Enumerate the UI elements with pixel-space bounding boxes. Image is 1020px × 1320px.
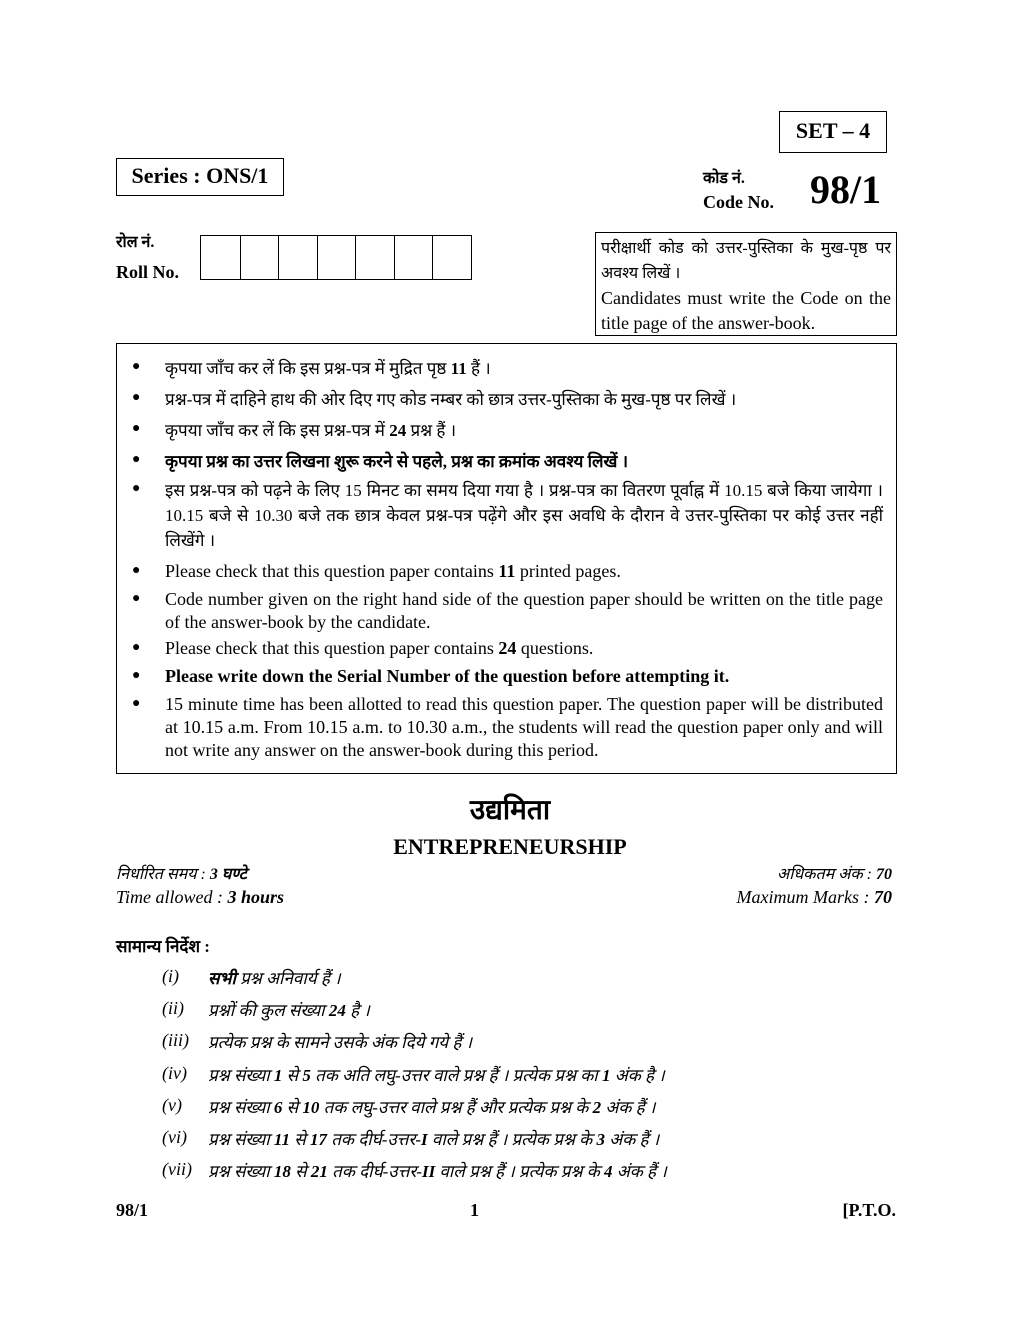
time-hi — [116, 862, 247, 884]
instruction-text: 4 — [604, 1162, 613, 1182]
item-number: (ii) — [162, 998, 184, 1019]
instruction-text: वाले प्रश्न हैं । प्रत्येक प्रश्न के — [427, 1130, 597, 1149]
instruction-text: से — [282, 1065, 303, 1085]
instruction-text: 2 — [592, 1097, 602, 1117]
roll-number-boxes[interactable] — [200, 235, 472, 280]
instruction-text: Code number given on the right hand side of the question paper should be written on the title page of the answer-book by the candidate. — [165, 589, 883, 632]
instruction-text: अंक है । — [610, 1065, 665, 1085]
instruction-text: 11 — [273, 1130, 290, 1149]
bullet-icon: ● — [132, 696, 141, 711]
instruction-text: 11 — [498, 561, 516, 581]
code-label-en: Code No. — [703, 192, 774, 212]
marks-label-en: Maximum Marks : — [736, 887, 874, 907]
item-number: (vii) — [162, 1159, 192, 1180]
instruction-text: 17 — [309, 1130, 327, 1149]
general-instruction — [208, 1159, 667, 1182]
instruction-text: वाले प्रश्न हैं । प्रत्येक प्रश्न के — [435, 1162, 605, 1182]
roll-number-cell[interactable] — [240, 236, 279, 279]
instruction-text: अंक हैं । — [612, 1162, 667, 1182]
marks-value-hi: 70 — [876, 866, 892, 883]
footer-code: 98/1 — [116, 1200, 149, 1220]
roll-number-cell[interactable] — [355, 236, 394, 279]
instruction-text: प्रश्न संख्या — [208, 1130, 274, 1149]
instruction-text: 24 — [498, 638, 517, 658]
instruction-text: से — [290, 1162, 311, 1182]
instruction-en — [165, 665, 883, 688]
page-number: 1 — [470, 1200, 479, 1220]
instruction-text: कृपया जाँच कर लें कि इस प्रश्न-पत्र में मुद्रित पृष्ठ — [165, 359, 451, 378]
pto-label: [P.T.O. — [842, 1200, 896, 1220]
instruction-hi — [165, 449, 883, 474]
instruction-text: 24 — [328, 1001, 346, 1021]
instruction-text: प्रश्न-पत्र में दाहिने हाथ की ओर दिए गए कोड नम्बर को छात्र उत्तर-पुस्तिका के मुख-पृष्ठ पर लिखें । — [165, 390, 737, 409]
instruction-text: 6 — [273, 1097, 283, 1117]
code-note-box — [595, 232, 897, 336]
series-label: Series : ONS/1 — [116, 158, 284, 196]
bullet-icon: ● — [132, 563, 141, 578]
instruction-en — [165, 637, 883, 660]
instruction-text: इस प्रश्न-पत्र को पढ़ने के लिए 15 मिनट का समय दिया गया है । प्रश्न-पत्र का वितरण पूर्वाह्न में 10.15 बजे किया जायेगा । 10.15 बजे से 10.30 बजे तक छात्र केवल प्रश्न-पत्र पढ़ेंगे और इस अवधि के दौरान वे उत्तर-पुस्तिका पर कोई उत्तर नहीं लिखेंगे । — [165, 481, 883, 550]
code-number: 98/1 — [810, 167, 882, 212]
marks-hi — [777, 862, 892, 884]
instruction-text: प्रश्नों की कुल संख्या — [208, 1001, 329, 1021]
instruction-text: Please check that this question paper contains — [165, 638, 499, 658]
instruction-hi — [165, 418, 883, 443]
bullet-icon: ● — [132, 591, 141, 606]
instruction-text: तक दीर्घ-उत्तर- — [327, 1162, 422, 1182]
bullet-icon: ● — [132, 481, 141, 496]
bullet-icon: ● — [132, 390, 141, 405]
instruction-text: प्रश्न संख्या — [208, 1097, 274, 1117]
subject-title-en: ENTREPRENEURSHIP — [393, 834, 627, 859]
instruction-text: हैं । — [466, 359, 491, 378]
instruction-text: 11 — [450, 359, 467, 378]
marks-en — [737, 887, 892, 908]
instruction-text: I — [421, 1130, 428, 1149]
instruction-text: 24 — [389, 421, 407, 440]
bullet-icon: ● — [132, 668, 141, 683]
bullet-icon: ● — [132, 421, 141, 436]
instruction-text: 18 — [273, 1162, 291, 1182]
item-number: (i) — [162, 966, 179, 986]
instruction-hi — [165, 478, 883, 553]
general-instruction — [208, 1127, 659, 1150]
instruction-text: 3 — [596, 1130, 605, 1149]
instruction-text: 21 — [310, 1162, 328, 1182]
time-label-en: Time allowed : — [116, 887, 228, 907]
instruction-text: printed pages. — [515, 561, 621, 581]
instruction-text: से — [282, 1097, 303, 1117]
subject-title-hi: उद्यमिता — [469, 795, 551, 826]
instruction-text: questions. — [516, 638, 594, 658]
instruction-text: तक लघु-उत्तर वाले प्रश्न हैं और प्रत्येक प्रश्न के — [319, 1097, 593, 1117]
instruction-text: कृपया जाँच कर लें कि इस प्रश्न-पत्र में — [165, 421, 390, 440]
general-instructions-heading: सामान्य निर्देश : — [116, 937, 210, 956]
bullet-icon: ● — [132, 640, 141, 655]
instruction-text: अंक हैं । — [601, 1097, 656, 1117]
instruction-text: II — [421, 1162, 436, 1182]
instruction-text: अंक हैं । — [604, 1130, 660, 1149]
code-label-hi: कोड नं. — [703, 170, 745, 187]
instruction-text: 5 — [302, 1065, 311, 1085]
instruction-text: 10 — [302, 1097, 320, 1117]
general-instruction — [208, 1095, 655, 1118]
instruction-hi — [165, 356, 883, 381]
item-number: (iv) — [162, 1062, 187, 1083]
general-instruction — [208, 966, 341, 989]
instruction-en — [165, 693, 883, 762]
bullet-icon: ● — [132, 359, 141, 374]
instruction-text: 15 minute time has been allotted to read this question paper. The question paper will be distributed at 10.15 a.m. From 10.15 a.m. to 10.30 a.m., the students will read the question paper only and will not write any answer on the answer-book during this period. — [165, 694, 883, 760]
general-instruction — [208, 1063, 665, 1086]
instruction-text: से — [289, 1130, 310, 1149]
instruction-text: प्रश्न हैं । — [406, 421, 457, 440]
instruction-text: 1 — [273, 1065, 283, 1085]
marks-value-en: 70 — [874, 887, 892, 907]
roll-number-cell[interactable] — [278, 236, 317, 279]
general-instruction — [208, 1030, 472, 1053]
item-number: (iii) — [162, 1030, 189, 1051]
instruction-text: सभी — [208, 969, 236, 988]
roll-label-en: Roll No. — [116, 262, 179, 282]
code-note-hi: परीक्षार्थी कोड को उत्तर-पुस्तिका के मुख-पृष्ठ पर अवश्य लिखें । — [601, 240, 891, 282]
bullet-icon: ● — [132, 452, 141, 467]
instruction-text: तक दीर्घ-उत्तर- — [326, 1130, 422, 1149]
item-number: (vi) — [162, 1127, 187, 1147]
instruction-en — [165, 560, 883, 583]
roll-number-cell[interactable] — [394, 236, 433, 279]
roll-label-hi: रोल नं. — [116, 234, 155, 251]
instruction-text: Please check that this question paper contains — [165, 561, 499, 581]
instruction-en — [165, 588, 883, 634]
instruction-text: Please write down the Serial Number of the question before attempting it. — [165, 666, 730, 686]
time-value-hi: 3 घण्टे — [209, 866, 247, 883]
instruction-text: तक अति लघु-उत्तर वाले प्रश्न हैं । प्रत्येक प्रश्न का — [310, 1065, 602, 1085]
set-badge: SET – 4 — [779, 111, 887, 153]
item-number: (v) — [162, 1094, 182, 1115]
instruction-text: 1 — [601, 1065, 611, 1085]
roll-number-cell[interactable] — [432, 236, 471, 279]
time-en — [116, 887, 284, 908]
instruction-text: प्रत्येक प्रश्न के सामने उसके अंक दिये गये हैं । — [208, 1033, 473, 1053]
instruction-text: प्रश्न संख्या — [208, 1065, 274, 1085]
roll-number-cell[interactable] — [317, 236, 356, 279]
instruction-hi — [165, 387, 883, 412]
instruction-text: कृपया प्रश्न का उत्तर लिखना शुरू करने से पहले, प्रश्न का क्रमांक अवश्य लिखें । — [165, 452, 629, 471]
marks-label-hi: अधिकतम अंक : — [776, 866, 876, 883]
code-note-en: Candidates must write the Code on the title page of the answer-book. — [601, 288, 891, 333]
roll-number-cell[interactable] — [201, 236, 240, 279]
instruction-text: प्रश्न अनिवार्य हैं । — [235, 969, 341, 988]
instruction-text: प्रश्न संख्या — [208, 1162, 274, 1182]
time-label-hi: निर्धारित समय : — [116, 866, 210, 883]
general-instruction — [208, 998, 370, 1021]
instruction-text: है । — [345, 1001, 370, 1021]
time-value-en: 3 hours — [227, 887, 285, 907]
